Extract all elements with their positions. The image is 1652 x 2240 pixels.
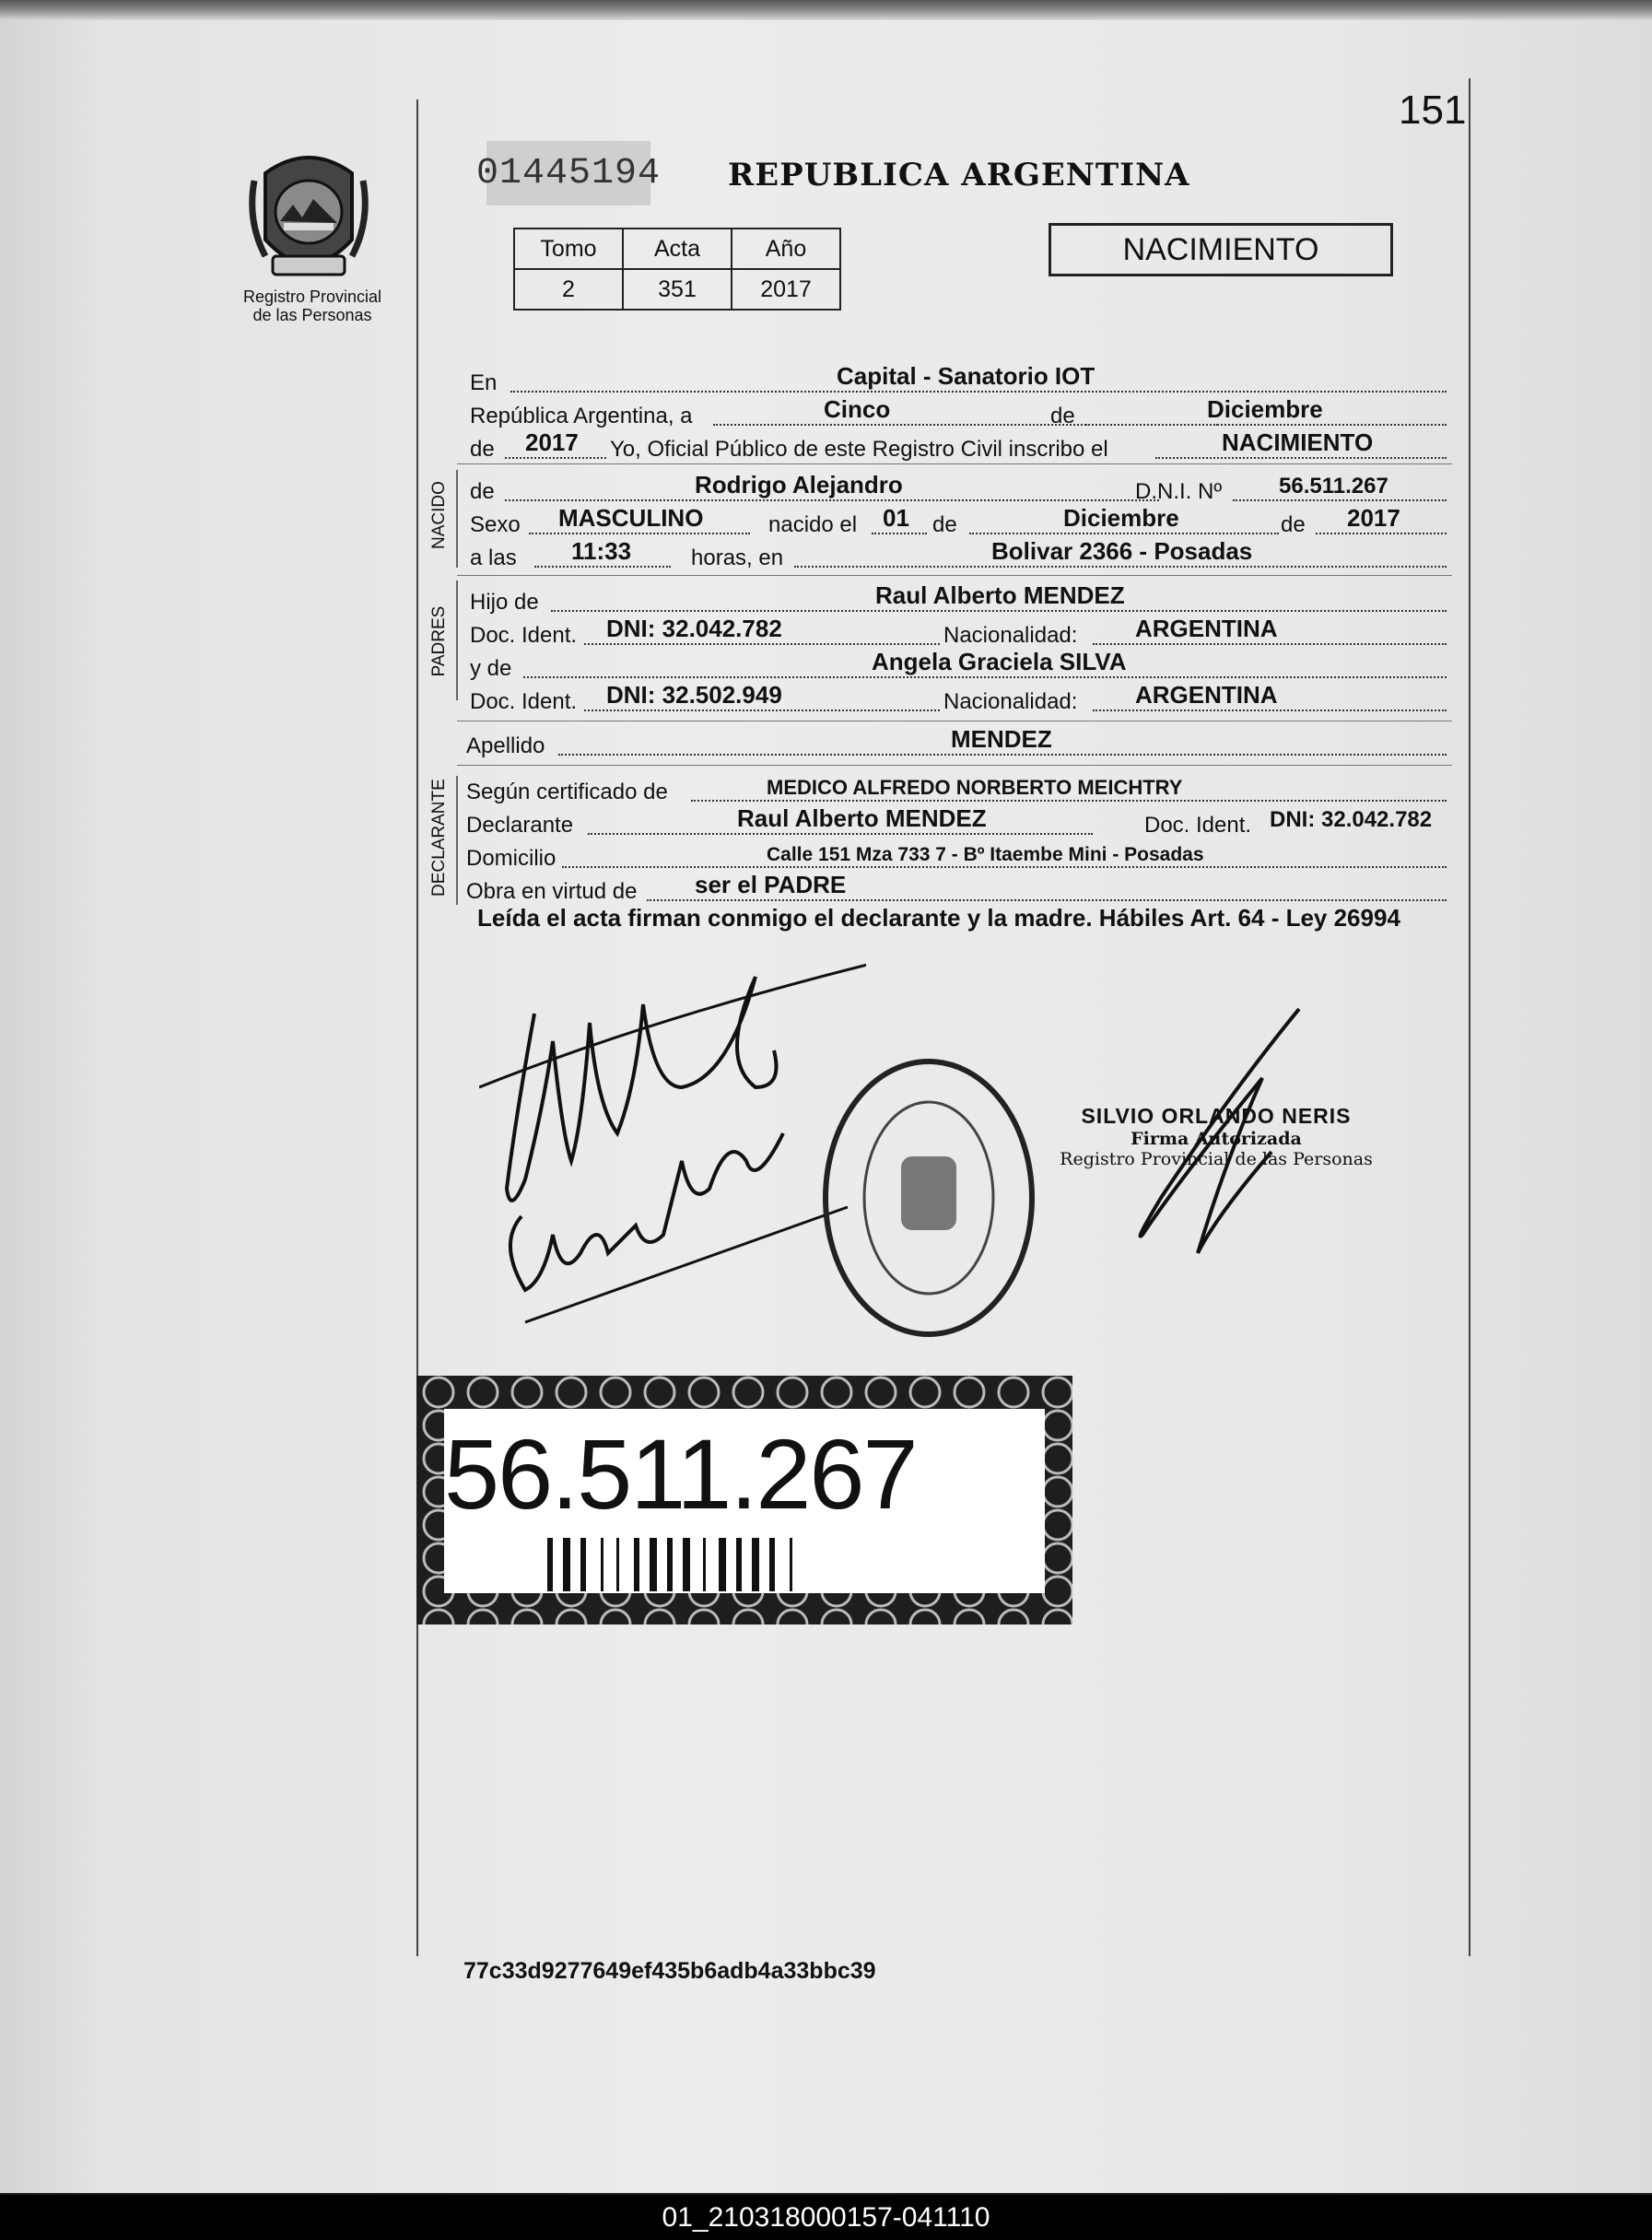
page-number: 151 bbox=[1399, 88, 1467, 133]
issuer-name bbox=[225, 287, 400, 324]
padres-bracket bbox=[456, 581, 458, 700]
row-padre bbox=[466, 582, 1447, 616]
value-lugar-nacimiento: Bolivar 2366 - Posadas bbox=[991, 537, 1253, 565]
label-domicilio: Domicilio bbox=[466, 846, 557, 871]
misiones-coat-of-arms-icon bbox=[249, 147, 369, 284]
dotted-fill bbox=[647, 899, 1447, 901]
row-madre bbox=[466, 649, 1447, 682]
declarante-bracket bbox=[456, 776, 458, 905]
barcode-bar bbox=[563, 1538, 570, 1591]
value-dia-inscripcion: Cinco bbox=[824, 395, 891, 423]
label-a-las: a las bbox=[470, 545, 517, 570]
label-de: de bbox=[1050, 404, 1075, 428]
row-obra bbox=[466, 872, 1447, 905]
label-de: de bbox=[470, 437, 495, 462]
label-en: En bbox=[470, 370, 498, 395]
dotted-fill bbox=[1093, 710, 1447, 711]
barcode-bar bbox=[616, 1538, 619, 1591]
tomo-value: 2 bbox=[514, 269, 623, 310]
label-obra: Obra en virtud de bbox=[466, 879, 638, 904]
label-nacionalidad: Nacionalidad: bbox=[943, 623, 1078, 648]
dotted-fill bbox=[584, 643, 940, 645]
label-apellido: Apellido bbox=[466, 733, 545, 758]
value-madre-nacionalidad: ARGENTINA bbox=[1135, 681, 1278, 709]
value-nombre: Rodrigo Alejandro bbox=[695, 471, 903, 498]
value-domicilio: Calle 151 Mza 733 7 - Bº Itaembe Mini - Posadas bbox=[767, 844, 1204, 865]
row-certificado bbox=[466, 772, 1447, 805]
row-declarante bbox=[466, 805, 1447, 839]
separator bbox=[457, 765, 1452, 766]
issuer-line2: de las Personas bbox=[252, 306, 372, 324]
barcode-bar bbox=[601, 1538, 603, 1591]
row-hora-lugar bbox=[466, 538, 1447, 571]
dotted-fill bbox=[1093, 643, 1447, 645]
anio-header: Año bbox=[732, 229, 840, 269]
value-hora: 11:33 bbox=[571, 537, 632, 565]
label-de: de bbox=[932, 512, 957, 537]
label-doc-ident: Doc. Ident. bbox=[470, 689, 578, 714]
value-madre: Angela Graciela SILVA bbox=[872, 648, 1127, 675]
barcode-bar bbox=[719, 1538, 726, 1591]
dotted-fill bbox=[872, 533, 927, 534]
row-inscripcion bbox=[466, 429, 1447, 463]
barcode-bar bbox=[683, 1538, 690, 1591]
tomo-header: Tomo bbox=[514, 229, 623, 269]
value-declarante: Raul Alberto MENDEZ bbox=[737, 804, 987, 832]
section-nacido: NACIDO bbox=[429, 481, 449, 549]
barcode-bar bbox=[736, 1538, 742, 1591]
dotted-fill bbox=[558, 754, 1447, 756]
dotted-fill bbox=[1085, 424, 1447, 426]
value-apellido: MENDEZ bbox=[951, 725, 1052, 753]
dotted-fill bbox=[523, 676, 1447, 678]
dni-label-number: 56.511.267 bbox=[444, 1418, 917, 1530]
label-doc-ident: Doc. Ident. bbox=[1144, 813, 1252, 838]
dotted-fill bbox=[794, 566, 1447, 568]
separator bbox=[457, 575, 1452, 576]
barcode-bar bbox=[634, 1538, 639, 1591]
dotted-fill bbox=[969, 533, 1279, 534]
dotted-fill bbox=[534, 566, 671, 568]
separator bbox=[457, 463, 1452, 464]
dni-label-inner bbox=[444, 1409, 1045, 1593]
label-horas-en: horas, en bbox=[691, 545, 784, 570]
label-y-de: y de bbox=[470, 656, 512, 681]
label-de: de bbox=[470, 479, 495, 504]
row-nombre bbox=[466, 472, 1447, 505]
value-dia-nacimiento: 01 bbox=[883, 504, 909, 532]
official-stamp-icon bbox=[818, 1055, 1039, 1341]
dotted-fill bbox=[529, 533, 750, 534]
dotted-fill bbox=[1316, 533, 1447, 534]
value-certificado: MEDICO ALFREDO NORBERTO MEICHTRY bbox=[767, 776, 1183, 799]
dotted-fill bbox=[1233, 499, 1447, 501]
row-sexo bbox=[466, 505, 1447, 538]
dotted-fill bbox=[562, 866, 1447, 868]
value-madre-doc: DNI: 32.502.949 bbox=[606, 681, 782, 709]
row-apellido bbox=[466, 726, 1447, 759]
barcode-bar bbox=[790, 1538, 792, 1591]
left-margin-line bbox=[416, 100, 418, 1956]
signatory-title: Firma Autorizada bbox=[1131, 1129, 1302, 1149]
dotted-fill bbox=[551, 610, 1447, 612]
section-declarante: DECLARANTE bbox=[429, 779, 449, 897]
barcode-bar bbox=[547, 1538, 553, 1591]
barcode-bar bbox=[769, 1538, 775, 1591]
value-mes-inscripcion: Diciembre bbox=[1207, 395, 1323, 423]
section-padres: PADRES bbox=[429, 605, 449, 677]
footer-code: 01_210318000157-041110 bbox=[0, 2195, 1652, 2240]
acta-value: 351 bbox=[623, 269, 732, 310]
document-hash: 77c33d9277649ef435b6adb4a33bbc39 bbox=[463, 1958, 876, 1984]
barcode-bar bbox=[667, 1538, 673, 1591]
value-dni: 56.511.267 bbox=[1279, 474, 1388, 498]
dni-label bbox=[416, 1376, 1072, 1624]
row-lugar bbox=[466, 363, 1447, 396]
country-title: REPUBLICA ARGENTINA bbox=[728, 157, 1190, 194]
signatory-block bbox=[1060, 1104, 1373, 1169]
value-padre: Raul Alberto MENDEZ bbox=[875, 581, 1125, 609]
label-doc-ident: Doc. Ident. bbox=[470, 623, 578, 648]
anio-value: 2017 bbox=[732, 269, 840, 310]
label-segun: Según certificado de bbox=[466, 780, 668, 804]
right-margin-line bbox=[1469, 78, 1470, 1956]
row-domicilio bbox=[466, 839, 1447, 872]
acta-header: Acta bbox=[623, 229, 732, 269]
value-padre-doc: DNI: 32.042.782 bbox=[606, 615, 782, 642]
legal-text: Leída el acta firman conmigo el declarante y la madre. Hábiles Art. 64 - Ley 26994 bbox=[477, 904, 1400, 932]
barcode-bar bbox=[580, 1538, 586, 1591]
signature-declarante-icon bbox=[479, 949, 866, 1336]
dotted-fill bbox=[584, 710, 940, 711]
label-declarante: Declarante bbox=[466, 813, 574, 838]
row-madre-doc bbox=[466, 682, 1447, 715]
record-table bbox=[513, 228, 841, 311]
signatory-name: SILVIO ORLANDO NERIS bbox=[1081, 1104, 1352, 1128]
signatory-office: Registro Provincial de las Personas bbox=[1060, 1149, 1373, 1169]
dotted-fill bbox=[505, 457, 606, 459]
label-hijo-de: Hijo de bbox=[470, 590, 539, 615]
issuer-line1: Registro Provincial bbox=[242, 287, 382, 306]
barcode-bar bbox=[752, 1538, 759, 1591]
value-padre-nacionalidad: ARGENTINA bbox=[1135, 615, 1278, 642]
barcode-bar bbox=[650, 1538, 657, 1591]
value-obra: ser el PADRE bbox=[695, 871, 847, 898]
dotted-fill bbox=[505, 499, 1159, 501]
value-anio-inscripcion: 2017 bbox=[525, 428, 579, 456]
dotted-fill bbox=[588, 833, 1093, 835]
value-lugar: Capital - Sanatorio IOT bbox=[837, 362, 1095, 390]
label-inscribo: Yo, Oficial Público de este Registro Civil inscribo el bbox=[610, 437, 1108, 462]
label-nacido-el: nacido el bbox=[768, 512, 858, 537]
nacido-bracket bbox=[456, 470, 458, 568]
dotted-fill bbox=[510, 391, 1447, 393]
value-tipo-inscripcion: NACIMIENTO bbox=[1222, 428, 1374, 456]
serial-number: 01445194 bbox=[486, 141, 650, 205]
top-shadow bbox=[0, 0, 1652, 20]
dotted-fill bbox=[691, 800, 1447, 802]
row-padre-doc bbox=[466, 616, 1447, 649]
label-nacionalidad: Nacionalidad: bbox=[943, 689, 1078, 714]
dotted-fill bbox=[1155, 457, 1447, 459]
label-republica: República Argentina, a bbox=[470, 404, 693, 428]
value-declarante-doc: DNI: 32.042.782 bbox=[1270, 807, 1433, 832]
row-fecha-inscripcion bbox=[466, 396, 1447, 429]
label-de: de bbox=[1281, 512, 1306, 537]
record-type-box: NACIMIENTO bbox=[1049, 223, 1393, 276]
label-sexo: Sexo bbox=[470, 512, 521, 537]
label-dni: D.N.I. Nº bbox=[1135, 479, 1223, 504]
value-mes-nacimiento: Diciembre bbox=[1063, 504, 1179, 532]
value-anio-nacimiento: 2017 bbox=[1347, 504, 1400, 532]
barcode-bar bbox=[703, 1538, 706, 1591]
value-sexo: MASCULINO bbox=[558, 504, 704, 532]
barcode-icon bbox=[547, 1538, 943, 1591]
